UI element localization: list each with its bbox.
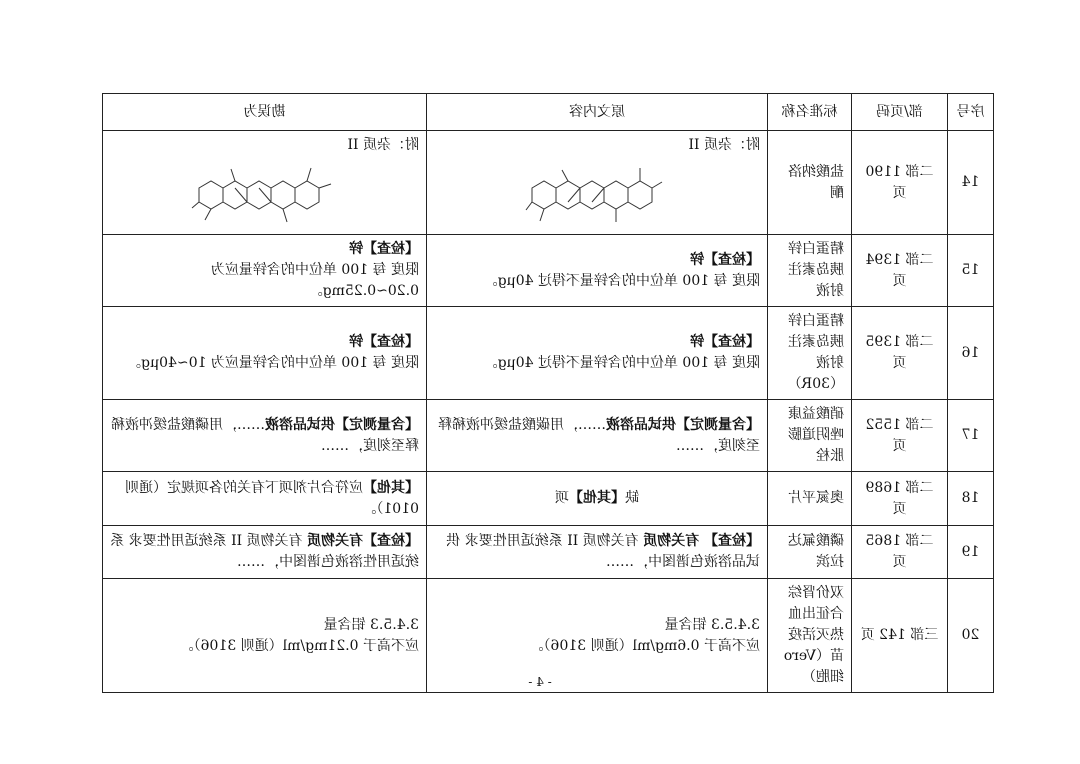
row-original [427, 131, 768, 235]
row-no: 18 [948, 472, 994, 526]
correction-line-1: 3.4.5.3 铝含量 [323, 616, 419, 633]
table-row [103, 131, 994, 235]
row-original [427, 307, 768, 400]
header-no: 序号 [948, 94, 994, 131]
table-row [103, 400, 994, 472]
row-original [427, 526, 768, 579]
row-correction [103, 400, 427, 472]
original-body: 有关物质 II 系统适用性要求 供试品溶液色谱图中，…… [446, 533, 760, 570]
row-correction [103, 526, 427, 579]
row-no: 15 [948, 235, 994, 307]
original-body: 项 [555, 490, 569, 506]
page-number: - 4 - [528, 675, 552, 689]
original-body: 限度 每 100 单位中的含锌量不得过 40μg。 [483, 355, 760, 371]
table-header-row [103, 94, 994, 131]
row-correction [103, 235, 427, 307]
table-row [103, 472, 994, 526]
header-original-text: 原文内容 [427, 94, 768, 131]
correction-body: ……，用磷酸盐缓冲液稀释至刻度，…… [111, 416, 419, 454]
row-name: 磷酸氟达拉滨 [768, 526, 852, 579]
original-heading: 【含量测定】供试品溶液 [606, 416, 760, 433]
row-page: 二部 1190 页 [852, 131, 948, 235]
row-correction [103, 307, 427, 400]
row-page: 二部 1865 页 [852, 526, 948, 579]
correction-heading: 【检查】锌 [349, 241, 419, 257]
header-standard-name: 标准名称 [768, 94, 852, 131]
row-original [427, 235, 768, 307]
header-correction: 勘误为 [103, 94, 427, 131]
original-prefix: 缺 [625, 490, 639, 506]
original-heading: 【检查】锌 [690, 334, 760, 350]
table-row [103, 235, 994, 307]
correction-body: 限度 每 100 单位中的含锌量应为 10~40μg。 [127, 355, 419, 371]
correction-body: 限度 每 100 单位中的含锌量应为 0.20~0.25mg。 [210, 262, 419, 299]
row-correction [103, 472, 427, 526]
correction-line-2: 应不高于 0.21mg/ml（通则 3106）。 [179, 637, 419, 654]
row-page: 三部 142 页 [852, 579, 948, 693]
correction-body: 有关物质 II 系统适用性要求 系统适用性溶液色谱图中，…… [110, 533, 419, 570]
row-name: 硝酸益康唑阴道膨胀栓 [768, 400, 852, 472]
original-line-1: 3.4.5.3 铝含量 [664, 616, 760, 633]
correction-attachment-label: 附：杂质 II [347, 137, 419, 153]
row-name: 双价肾综合征出血热灭活疫苗（Vero 细胞） [768, 579, 852, 693]
row-correction [103, 131, 427, 235]
correction-heading: 【检查】有关物质 [307, 533, 419, 549]
row-page: 二部 1395 页 [852, 307, 948, 400]
header-page: 部/页码 [852, 94, 948, 131]
original-body: ……，用碳酸盐缓冲液稀释至刻度，…… [438, 416, 760, 454]
original-heading: 【其他】 [569, 490, 625, 506]
impurity-structure-image [522, 158, 672, 230]
row-original [427, 472, 768, 526]
original-heading: 【检查】 有关物质 [643, 533, 760, 549]
row-name: 精蛋白锌胰岛素注射液 [768, 235, 852, 307]
row-page: 二部 1394 页 [852, 235, 948, 307]
row-no: 14 [948, 131, 994, 235]
row-no: 20 [948, 579, 994, 693]
row-name: 奥氮平片 [768, 472, 852, 526]
original-body: 限度 每 100 单位中的含锌量不得过 40μg。 [483, 272, 760, 289]
row-no: 17 [948, 400, 994, 472]
row-page: 二部 1552 页 [852, 400, 948, 472]
correction-heading: 【检查】锌 [349, 334, 419, 350]
table-row [103, 526, 994, 579]
row-no: 19 [948, 526, 994, 579]
row-name: 盐酸纳洛酮 [768, 131, 852, 235]
row-page: 二部 1689 页 [852, 472, 948, 526]
correction-body: 应符合片剂项下有关的各项规定（通则 0101）。 [125, 479, 419, 517]
original-heading: 【检查】锌 [690, 251, 760, 268]
row-no: 16 [948, 307, 994, 400]
table-row [103, 307, 994, 400]
correction-heading: 【含量测定】供试品溶液 [265, 416, 419, 433]
erratum-table [102, 93, 994, 693]
row-name: 精蛋白锌胰岛素注射液（30R） [768, 307, 852, 400]
impurity-structure-image [190, 158, 340, 230]
original-line-2: 应不高于 0.6mg/ml（通则 3106）。 [529, 637, 760, 654]
original-attachment-label: 附：杂质 II [688, 137, 760, 153]
row-original [427, 400, 768, 472]
correction-heading: 【其他】 [363, 479, 419, 496]
